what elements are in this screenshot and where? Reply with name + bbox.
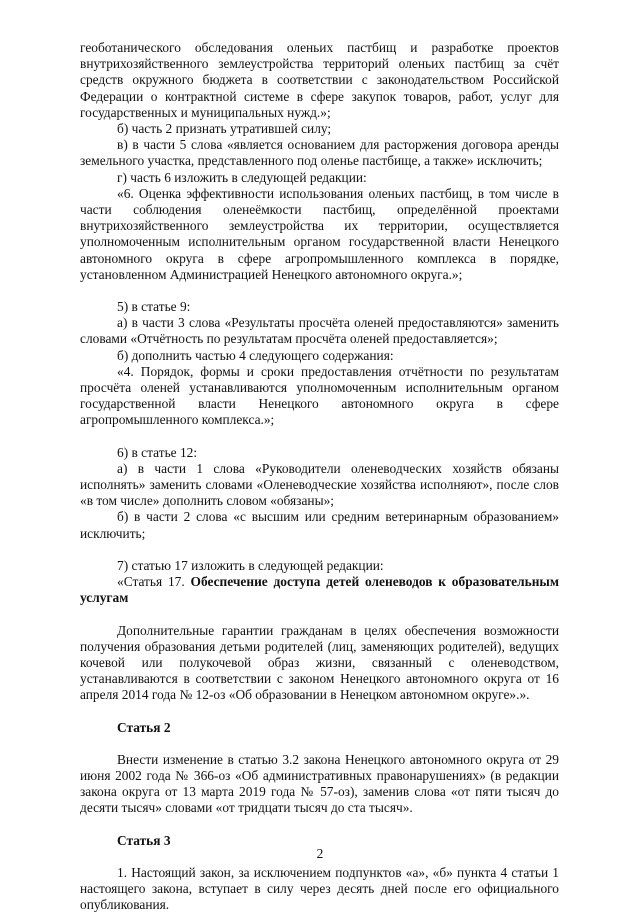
paragraph: а) в части 3 слова «Результаты просчёта оленей предоставляются» заменить словами «Отчётность по результатам просчёта оленей предоставляется»; [80, 315, 559, 347]
paragraph: Внести изменение в статью 3.2 закона Ненецкого автономного округа от 29 июня 2002 года № 366-оз «Об административных правонарушениях» (в редакции закона округа от 13 марта 2019 года № 57-оз), заменив слова «от пяти тысяч до десяти тысяч» словами «от тридцати тысяч до ста тысяч». [80, 751, 559, 816]
paragraph: геоботанического обследования оленьих пастбищ и разработке проектов внутрихозяйственного землеустройства территорий оленьих пастбищ за счёт средств окружного бюджета в соответствии с законодательством Российской Федерации о контрактной системе в сфере закупок товаров, работ, услуг для государственных и муниципальных нужд.»; [80, 40, 559, 120]
document-page [80, 40, 559, 913]
paragraph: 6) в статье 12: [117, 444, 198, 460]
article-2-heading: Статья 2 [117, 719, 171, 735]
paragraph: г) часть 6 изложить в следующей редакции: [117, 169, 367, 185]
article-17-title: Обеспечение доступа детей оленеводов к образовательным услугам [80, 574, 559, 606]
paragraph: 1. Настоящий закон, за исключением подпунктов «а», «б» пункта 4 статьи 1 настоящего закона, вступает в силу через десять дней после его официального опубликования. [80, 864, 559, 913]
article-17-prefix: «Статья 17. [117, 574, 191, 590]
paragraph: в) в части 5 слова «является основанием для расторжения договора аренды земельного участка, представленного под оленье пастбище, а также» исключить; [80, 137, 559, 169]
paragraph: 5) в статье 9: [117, 299, 191, 315]
paragraph: «6. Оценка эффективности использования оленьих пастбищ, в том числе в части соблюдения оленеёмкости пастбищ, определённой проектами внутрихозяйственного землеустройства их территории, осуществляется уполномоченным исполнительным органом государственной власти Ненецкого автономного округа в сфере агропромышленного комплекса в порядке, установленном Администрацией Ненецкого автономного округа.»; [80, 185, 559, 282]
paragraph: а) в части 1 слова «Руководители оленеводческих хозяйств обязаны исполнять» заменить словами «Оленеводческие хозяйства исполняют», после слов «в том числе» дополнить словом «обязаны»; [80, 460, 559, 509]
paragraph: 7) статью 17 изложить в следующей редакции: [117, 557, 384, 573]
paragraph: Дополнительные гарантии гражданам в целях обеспечения возможности получения образования детьми родителей (лиц, заменяющих родителей), ведущих кочевой или полукочевой образ жизни, связанный с оленеводством, устанавливаются в соответствии с законом Ненецкого автономного округа от 16 апреля 2014 года № 12-оз «Об образовании в Ненецком автономном округе».». [80, 622, 559, 703]
paragraph: б) в части 2 слова «с высшим или средним ветеринарным образованием» исключить; [80, 509, 559, 541]
article-3-heading: Статья 3 [117, 832, 171, 848]
paragraph: б) дополнить частью 4 следующего содержания: [117, 347, 394, 363]
page-number: 2 [316, 846, 324, 861]
paragraph: б) часть 2 признать утратившей силу; [117, 121, 332, 137]
article-17-heading [80, 574, 559, 606]
paragraph: «4. Порядок, формы и сроки предоставления отчётности по результатам просчёта оленей устанавливаются уполномоченным исполнительным органом государственной власти Ненецкого автономного округа в сфере агропромышленного комплекса.»; [80, 363, 559, 428]
